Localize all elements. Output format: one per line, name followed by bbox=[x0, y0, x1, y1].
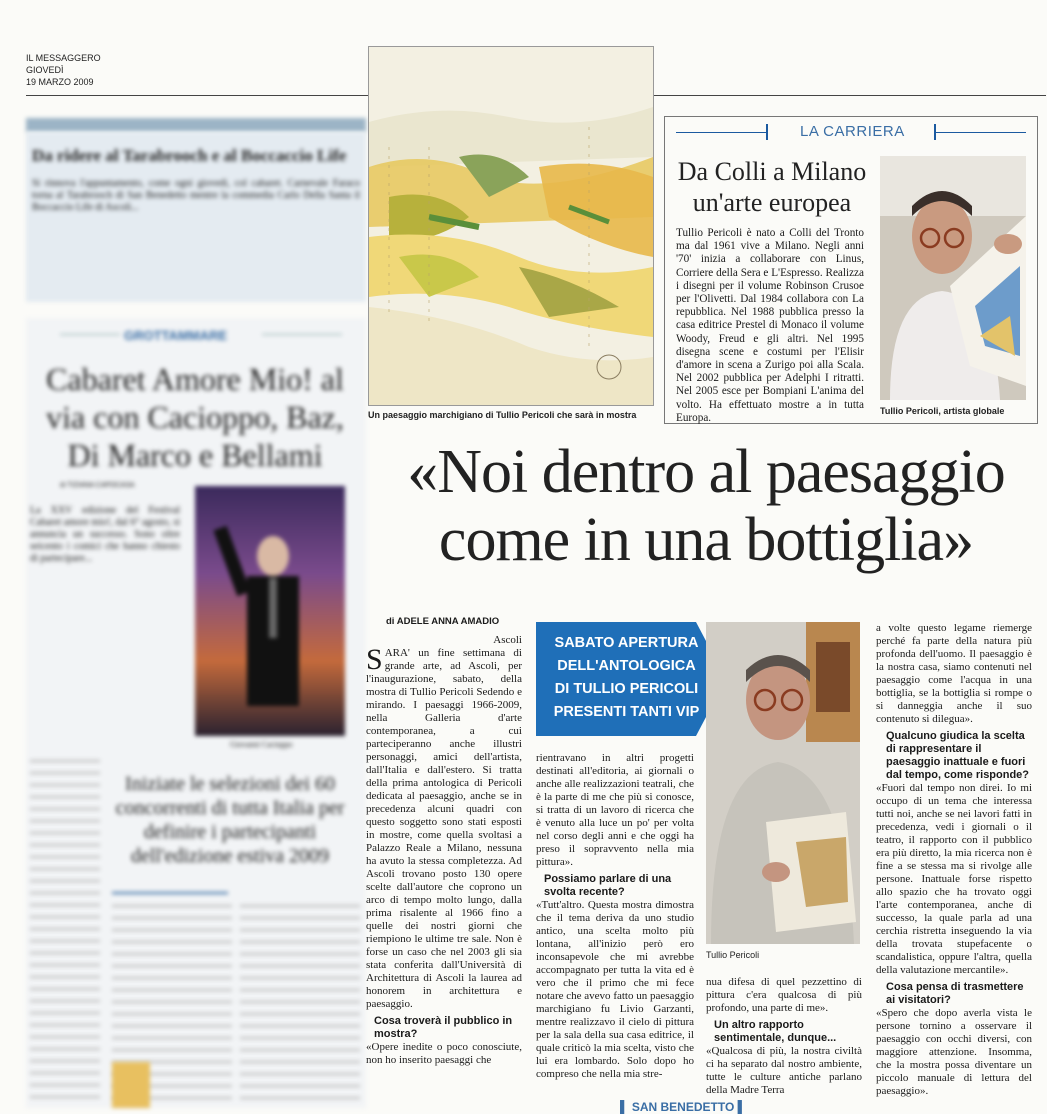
col3-question: Un altro rapporto sentimentale, dunque... bbox=[714, 1019, 837, 1044]
col4-question-2: Cosa pensa di trasmettere ai visitatori? bbox=[886, 981, 1024, 1006]
career-title bbox=[674, 156, 870, 218]
newspaper-header bbox=[26, 52, 101, 88]
drop-cap: S bbox=[366, 643, 383, 676]
landscape-art bbox=[369, 47, 653, 405]
callout-line-2: DELL'ANTOLOGICA bbox=[557, 658, 696, 674]
left-top-box bbox=[26, 132, 366, 302]
col2-question: Possiamo parlare di una svolta recente? bbox=[544, 873, 672, 898]
callout-line-1: SABATO APERTURA bbox=[554, 635, 699, 651]
left-text-block-b bbox=[240, 905, 360, 1105]
pericoli-portrait-1 bbox=[880, 156, 1026, 400]
left-headline-3: Iniziate le selezioni dei 60 concorrenti di tutta Italia per definire i partecipanti dell'edizione estiva 2009 bbox=[115, 773, 345, 867]
left-blue-rule bbox=[112, 892, 228, 894]
left-section-line-r bbox=[262, 334, 342, 335]
portrait-photo bbox=[706, 622, 860, 944]
callout-text bbox=[544, 632, 709, 724]
footer-section-text: SAN BENEDETTO bbox=[631, 1100, 735, 1114]
paper-day: GIOVEDÌ bbox=[26, 65, 64, 75]
career-title-line-1: Da Colli a Milano bbox=[677, 157, 867, 186]
col3-paragraph-2: «Qualcosa di più, la nostra civiltà ci ha separato dal nostro ambiente, tutte le culture antiche parlano della Madre Terra bbox=[706, 1045, 862, 1096]
article-column-3 bbox=[706, 976, 862, 1097]
left-byline: di TIZIANA CAPOCASA bbox=[60, 482, 135, 489]
left-section-line-l bbox=[60, 334, 120, 335]
career-photo-caption: Tullio Pericoli, artista globale bbox=[880, 406, 1005, 416]
paper-name: IL MESSAGGERO bbox=[26, 53, 101, 63]
landscape-caption: Un paesaggio marchigiano di Tullio Pericoli che sarà in mostra bbox=[368, 410, 637, 420]
col1-question: Cosa troverà il pubblico in mostra? bbox=[374, 1015, 513, 1040]
left-headline-2: Cabaret Amore Mio! al via con Cacioppo, Baz, Di Marco e Bellami bbox=[46, 361, 344, 473]
career-label: LA CARRIERA bbox=[800, 123, 905, 140]
pericoli-portrait-2 bbox=[706, 622, 860, 944]
callout-box bbox=[536, 622, 726, 736]
performer-silhouette bbox=[195, 486, 345, 736]
col2-paragraph-2: «Tutt'altro. Questa mostra dimostra che il tema deriva da uno studio antico, una scelta molto più lontana, all'inizio però ero inconsapevole che mi avrebbe accompagnato per tutta la vita ed è vero che il primo che mi fece notare che avevo fatto un paesaggio marchigiano fu Livio Garzanti, mentre realizzavo il cielo di pittura per la sala della sua casa editrice, il quale criticò la mia scelta, visto che lui era lombardo. Solo dopo ho compreso che nella mia stre- bbox=[536, 899, 694, 1080]
career-photo bbox=[880, 156, 1026, 400]
left-performer-photo bbox=[195, 486, 345, 736]
dateline: Ascoli bbox=[493, 634, 522, 646]
career-title-line-2: un'arte europea bbox=[692, 188, 852, 217]
col3-paragraph-1: nua difesa di quel pezzettino di pittura c'era qualcosa di più profondo, una parte di me». bbox=[706, 976, 862, 1014]
left-section-label: GROTTAMMARE bbox=[124, 328, 228, 343]
landscape-painting bbox=[368, 46, 654, 406]
col4-paragraph-3: «Spero che dopo averla vista le persone tornino a osservare il paesaggio con occhi diversi, con maggiore attenzione. Insomma, che la mostra possa diventare un piccolo manuale di lettura del paesaggio». bbox=[876, 1007, 1032, 1097]
left-headline-1: Da ridere al Tarabrooch e al Boccaccio Life bbox=[32, 146, 347, 165]
left-small-photo bbox=[112, 1062, 150, 1108]
callout-line-3: DI TULLIO PERICOLI bbox=[554, 681, 699, 697]
col1-paragraph-1 bbox=[366, 643, 522, 1011]
paper-date: 19 MARZO 2009 bbox=[26, 77, 94, 87]
left-body-2: La XXV edizione del Festival Cabaret amore mio!, dal 6° agosto, si annuncia un successo. Sono oltre seicento i comici che hanno chiesto di partecipare... bbox=[30, 505, 180, 564]
career-rule-right bbox=[936, 132, 1026, 133]
career-rule-left bbox=[676, 132, 766, 133]
main-headline-line-2: come in una bottiglia» bbox=[438, 506, 974, 574]
col1-paragraph-2: «Opere inedite o poco conosciute, non ho inserito paesaggi che bbox=[366, 1041, 522, 1066]
col4-question-1: Qualcuno giudica la scelta di rappresentare il paesaggio inattuale e fuori dal tempo, come risponde? bbox=[886, 730, 1030, 781]
main-headline-line-1: «Noi dentro al paesaggio bbox=[407, 438, 1005, 506]
col4-paragraph-1: a volte questo legame riemerge perché fa parte della natura più profonda dell'uomo. Il paesaggio è la nostra casa, siamo contenuti nel paesaggio come l'acqua in una bottiglia, se la bottiglia si rompe o si danneggia anche il suo contenuto si dilegua». bbox=[876, 622, 1032, 725]
left-narrow-text bbox=[30, 760, 100, 1100]
callout-line-4: PRESENTI TANTI VIP bbox=[553, 704, 700, 720]
article-column-4 bbox=[876, 622, 1032, 1098]
col2-paragraph-1: rientravano in altri progetti destinati all'editoria, ai giornali o anche alle realizzazioni teatrali, che è la parte di me che più si conosce, si tratta di un lavoro di ricerca che è venuto alla luce un po' per volta nel corso degli anni e che oggi ha preso il sopravvento nella mia pittura». bbox=[536, 752, 694, 868]
article-column-1 bbox=[366, 634, 522, 1067]
career-tick-left bbox=[766, 124, 768, 140]
col1-paragraph-1-text: ARA' un fine settimana di grande arte, ad Ascoli, per l'inaugurazione, sabato, della mostra di Tullio Pericoli Sedendo e mirando. I paesaggi 1966-2009, nella Galleria d'arte contemporanea, a cui parteciperanno anche illustri personaggi, amici dell'artista, dall'Italia e dall'estero. Si tratta della prima antologica di Pericoli dedicata al paesaggio, anche se in precedenza alcuni quadri con questo soggetto sono stati esposti in mostre, come quella svoltasi a Palazzo Reale a Milano, nessuna ha avuto la stessa completezza. Ad Ascoli trovano posto 130 opere scelte dall'autore che coprono un arco di tempo molto lungo, dalla prima risalente al 1966 fino a quelle dei nostri giorni che riempiono le ultime tre sale. Non è forse un caso che nel 2003 gli sia stata conferita dall'Università di Architettura di Ascoli la laurea ad honorem in architettura e paesaggio. bbox=[366, 647, 522, 1010]
left-photo-caption: Giovanni Cacioppo bbox=[230, 740, 293, 749]
footer-section-label: ▌ SAN BENEDETTO ▌ bbox=[620, 1100, 747, 1114]
article-column-2 bbox=[536, 752, 694, 1081]
left-top-band bbox=[26, 118, 366, 132]
left-body-1: Si rinnova l'appuntamento, come ogni giovedì, col cabaret. Carnevale Faraco torna al Tarabrooch di San Benedetto mentre la commedia Carlo Della Santa il Boccaccio Life di Ascoli... bbox=[32, 178, 360, 213]
portrait-caption: Tullio Pericoli bbox=[706, 950, 760, 960]
main-headline bbox=[366, 438, 1046, 574]
career-body: Tullio Pericoli è nato a Colli del Tronto ma dal 1961 vive a Milano. Negli anni '70' inizia a collaborare con Linus, Corriere della Sera e L'Espresso. Realizza i disegni per il volume Robinson Crusoe per l'Olivetti. Dal 1984 collabora con La repubblica. Nel 1988 pubblica presso la casa editrice Prestel di Monaco il volume Woody, Freud e gli altri. Nel 1995 disegna scene e costumi per l'Elisir d'amore in scena a Zurigo poi alla Scala. Nel 2002 pubblica per Adelphi I ritratti. Nel 2005 esce per Bompiani L'anima del volto. Ha effettuato mostre a in tutta Europa. bbox=[676, 227, 864, 424]
main-byline: di ADELE ANNA AMADIO bbox=[386, 616, 500, 627]
col4-paragraph-2: «Fuori dal tempo non direi. Io mi occupo di un tema che interessa tutti noi, anche se nei lavori fatti in precedenza, vedi i giornali o il teatro, il rapporto con il pubblico era più diretto, la mia ricerca non è fine a se stessa ma si rivolge alle persone. Inattuale forse rispetto allo spazio che ha trovato oggi l'arte contemporanea, anche di successo, la quale parla ad una cerchia ristretta inseguendo la via della trovata stupefacente o scandalistica, oppure l'altra, quella della valutazione mercantile». bbox=[876, 782, 1032, 976]
